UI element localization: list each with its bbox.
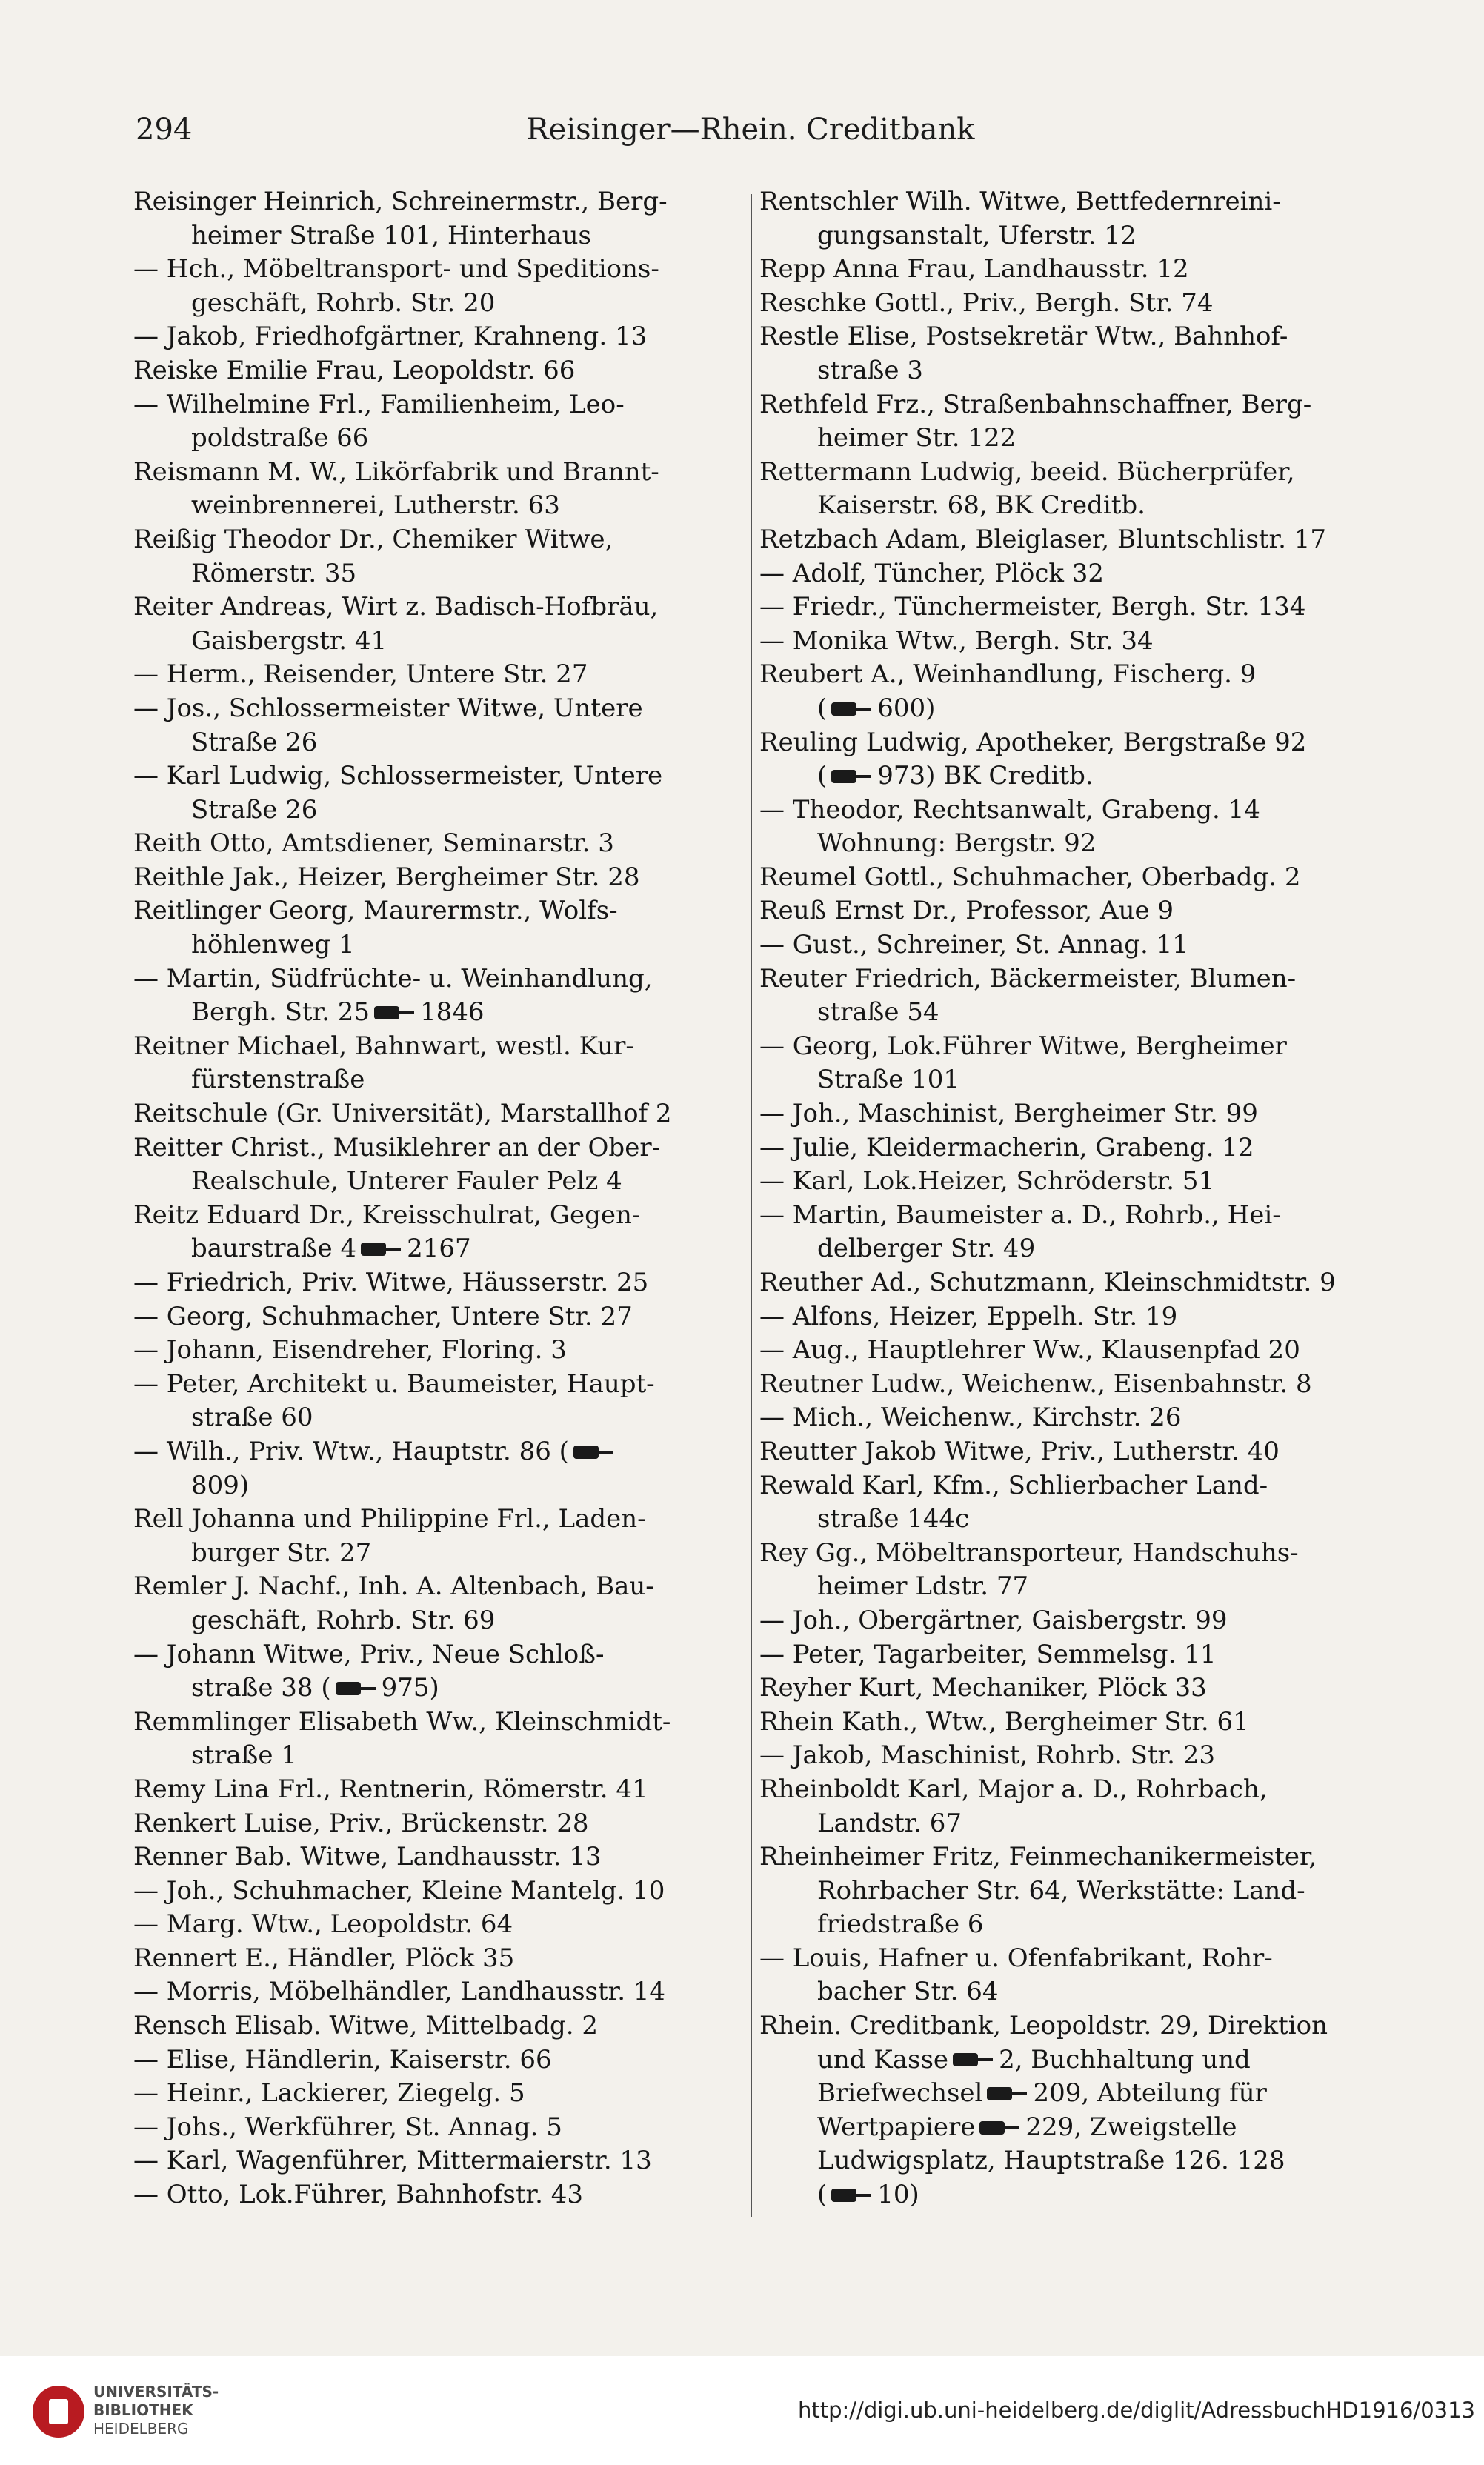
- entry-text: — Marg. Wtw., Leopoldstr. 64: [133, 1909, 513, 1940]
- directory-line: [133, 354, 741, 388]
- entry-text: Rheinboldt Karl, Major a. D., Rohrbach,: [759, 1774, 1268, 1804]
- directory-line: [759, 1131, 1367, 1165]
- directory-line: [759, 2111, 1367, 2145]
- directory-line: [759, 2077, 1367, 2111]
- directory-line: [759, 1570, 1367, 1604]
- entry-text: Rethfeld Frz., Straßenbahnschaffner, Berg-: [759, 389, 1312, 419]
- directory-line: [759, 1671, 1367, 1706]
- directory-line: [759, 2144, 1367, 2178]
- page-header: [136, 102, 1365, 154]
- entry-text: heimer Ldstr. 77: [817, 1571, 1029, 1602]
- directory-line: [133, 287, 741, 321]
- directory-line: [133, 658, 741, 692]
- directory-line: [759, 894, 1367, 928]
- entry-text: Reutner Ludw., Weichenw., Eisenbahnstr. 8: [759, 1368, 1312, 1399]
- entry-text: Rheinheimer Fritz, Feinmechanikermeister,: [759, 1842, 1317, 1872]
- directory-line: [133, 1942, 741, 1976]
- directory-line: [133, 692, 741, 726]
- entry-text: Rewald Karl, Kfm., Schlierbacher Land-: [759, 1470, 1268, 1500]
- entry-text: burger Str. 27: [191, 1537, 372, 1568]
- entry-text: heimer Str. 122: [817, 423, 1016, 453]
- entry-text: Rettermann Ludwig, beeid. Bücherprüfer,: [759, 456, 1295, 487]
- directory-line: [133, 1469, 741, 1503]
- entry-text-after-icon: 209, Abteilung für: [1033, 2078, 1267, 2109]
- directory-line: [133, 422, 741, 456]
- directory-line: [759, 489, 1367, 523]
- library-name-line: HEIDELBERG: [93, 2420, 189, 2438]
- directory-line: [759, 1503, 1367, 1537]
- directory-line: [133, 1908, 741, 1942]
- directory-line: [133, 489, 741, 523]
- directory-line: [759, 1334, 1367, 1368]
- directory-line: [133, 185, 741, 219]
- entry-text: geschäft, Rohrb. Str. 69: [191, 1605, 496, 1635]
- directory-line: [133, 1232, 741, 1266]
- running-head: Reisinger—Rhein. Creditbank: [526, 113, 975, 147]
- entry-text: Rennert E., Händler, Plöck 35: [133, 1943, 515, 1973]
- directory-line: [133, 625, 741, 659]
- entry-text: — Alfons, Heizer, Eppelh. Str. 19: [759, 1301, 1178, 1331]
- entry-text: — Peter, Tagarbeiter, Semmelsg. 11: [759, 1639, 1217, 1669]
- entry-text-after-icon: 2, Buchhaltung und: [999, 2044, 1251, 2075]
- directory-line: [133, 1807, 741, 1841]
- entry-text: Remy Lina Frl., Rentnerin, Römerstr. 41: [133, 1774, 648, 1804]
- directory-line: [133, 726, 741, 760]
- directory-line: [133, 1368, 741, 1402]
- entry-text-after-icon: 229, Zweigstelle: [1025, 2112, 1237, 2142]
- entry-text: Reutter Jakob Witwe, Priv., Lutherstr. 40: [759, 1436, 1280, 1466]
- entry-text-after-icon: 1846: [420, 997, 485, 1028]
- entry-text: — Heinr., Lackierer, Ziegelg. 5: [133, 2078, 525, 2109]
- entry-text-after-icon: 600): [877, 693, 936, 723]
- entry-text: Wohnung: Bergstr. 92: [817, 828, 1097, 859]
- directory-line: [133, 1334, 741, 1368]
- directory-line: [759, 1604, 1367, 1638]
- directory-line: [759, 1807, 1367, 1841]
- entry-text: — Wilhelmine Frl., Familienheim, Leo-: [133, 389, 625, 419]
- directory-line: [133, 1604, 741, 1638]
- directory-line: [759, 1232, 1367, 1266]
- directory-line: [133, 1199, 741, 1233]
- entry-text: Straße 26: [191, 727, 318, 757]
- entry-text: Gaisbergstr. 41: [191, 625, 387, 656]
- directory-line: [133, 253, 741, 287]
- directory-line: [759, 2043, 1367, 2078]
- directory-line: [133, 1063, 741, 1097]
- directory-line: [759, 1097, 1367, 1131]
- directory-line: [759, 928, 1367, 962]
- entry-text: Rensch Elisab. Witwe, Mittelbadg. 2: [133, 2011, 599, 2041]
- entry-text: straße 144c: [817, 1504, 970, 1534]
- directory-line: [759, 962, 1367, 997]
- telephone-icon: [831, 770, 873, 783]
- directory-line: [759, 1638, 1367, 1672]
- entry-text: bacher Str. 64: [817, 1977, 999, 2007]
- entry-text: delberger Str. 49: [817, 1234, 1036, 1264]
- directory-line: [759, 1435, 1367, 1469]
- entry-text: — Karl Ludwig, Schlossermeister, Untere: [133, 761, 663, 791]
- entry-text: — Julie, Kleidermacherin, Grabeng. 12: [759, 1132, 1254, 1162]
- entry-text: — Joh., Obergärtner, Gaisbergstr. 99: [759, 1605, 1228, 1635]
- directory-line: [133, 1671, 741, 1706]
- directory-line: [759, 1469, 1367, 1503]
- column-divider: [751, 194, 752, 2217]
- entry-text: und Kasse: [817, 2044, 949, 2075]
- entry-text: Reithle Jak., Heizer, Bergheimer Str. 28: [133, 862, 640, 892]
- entry-text: straße 54: [817, 997, 939, 1028]
- entry-text: Remler J. Nachf., Inh. A. Altenbach, Bau-: [133, 1571, 654, 1602]
- entry-text: (: [817, 693, 828, 723]
- entry-text: Reitter Christ., Musiklehrer an der Ober-: [133, 1132, 661, 1162]
- entry-text: Retzbach Adam, Bleiglaser, Bluntschlistr. 17: [759, 524, 1326, 554]
- directory-line: [759, 625, 1367, 659]
- entry-text: — Herm., Reisender, Untere Str. 27: [133, 659, 588, 690]
- directory-line: [759, 185, 1367, 219]
- directory-line: [759, 1840, 1367, 1874]
- directory-line: [133, 523, 741, 557]
- directory-line: [133, 1874, 741, 1909]
- entry-text: Reuther Ad., Schutzmann, Kleinschmidtstr. 9: [759, 1268, 1336, 1297]
- directory-line: [759, 1300, 1367, 1334]
- directory-line: [759, 1942, 1367, 1976]
- entry-text: Rohrbacher Str. 64, Werkstätte: Land-: [817, 1875, 1305, 1906]
- directory-line: [759, 1199, 1367, 1233]
- entry-text: — Jos., Schlossermeister Witwe, Untere: [133, 693, 643, 723]
- entry-text: Kaiserstr. 68, BK Creditb.: [817, 490, 1145, 521]
- directory-line: [759, 354, 1367, 388]
- directory-line: [759, 1401, 1367, 1435]
- directory-line: [759, 658, 1367, 692]
- directory-line: [133, 996, 741, 1030]
- directory-line: [133, 557, 741, 591]
- directory-line: [759, 320, 1367, 354]
- entry-text: Reyher Kurt, Mechaniker, Plöck 33: [759, 1673, 1207, 1703]
- directory-line: [133, 1739, 741, 1773]
- directory-line: [759, 1706, 1367, 1740]
- directory-line: [133, 456, 741, 490]
- entry-text-after-icon: 975): [381, 1673, 439, 1703]
- entry-text: Rhein. Creditbank, Leopoldstr. 29, Direktion: [759, 2011, 1328, 2041]
- directory-line: [759, 726, 1367, 760]
- directory-line: [133, 1165, 741, 1199]
- entry-text: straße 3: [817, 355, 923, 385]
- directory-line: [759, 1368, 1367, 1402]
- directory-line: [133, 1030, 741, 1064]
- directory-line: [133, 794, 741, 828]
- directory-line: [133, 1266, 741, 1300]
- entry-text: Reiter Andreas, Wirt z. Badisch-Hofbräu,: [133, 592, 659, 622]
- entry-text: Römerstr. 35: [191, 558, 357, 588]
- entry-text: gungsanstalt, Uferstr. 12: [817, 220, 1137, 250]
- entry-text: Reuß Ernst Dr., Professor, Aue 9: [759, 896, 1174, 926]
- directory-line: [759, 388, 1367, 422]
- entry-text: — Aug., Hauptlehrer Ww., Klausenpfad 20: [759, 1335, 1300, 1365]
- entry-text: Reuling Ludwig, Apotheker, Bergstraße 92: [759, 727, 1307, 757]
- entry-text: — Louis, Hafner u. Ofenfabrikant, Rohr-: [759, 1943, 1273, 1973]
- entry-text: straße 60: [191, 1403, 313, 1433]
- directory-line: [759, 861, 1367, 895]
- directory-line: [133, 928, 741, 962]
- entry-text: — Theodor, Rechtsanwalt, Grabeng. 14: [759, 794, 1260, 825]
- directory-line: [133, 2009, 741, 2043]
- entry-text: — Martin, Südfrüchte- u. Weinhandlung,: [133, 963, 653, 994]
- directory-line: [759, 456, 1367, 490]
- entry-text: Reubert A., Weinhandlung, Fischerg. 9: [759, 659, 1257, 690]
- telephone-icon: [831, 2189, 873, 2202]
- entry-text: Reismann M. W., Likörfabrik und Brannt-: [133, 456, 659, 487]
- entry-text: straße 38 (: [191, 1673, 331, 1703]
- entry-text: — Peter, Architekt u. Baumeister, Haupt-: [133, 1368, 655, 1399]
- directory-line: [759, 1030, 1367, 1064]
- directory-line: [133, 1503, 741, 1537]
- directory-line: [133, 591, 741, 625]
- entry-text: — Friedr., Tünchermeister, Bergh. Str. 134: [759, 592, 1306, 622]
- entry-text: Realschule, Unterer Fauler Pelz 4: [191, 1166, 622, 1197]
- entry-text: 809): [191, 1470, 250, 1500]
- entry-text: — Elise, Händlerin, Kaiserstr. 66: [133, 2044, 552, 2075]
- directory-line: [133, 1435, 741, 1469]
- entry-text: Wertpapiere: [817, 2112, 976, 2142]
- directory-line: [133, 1131, 741, 1165]
- directory-line: [133, 1638, 741, 1672]
- entry-text: — Wilh., Priv. Wtw., Hauptstr. 86 (: [133, 1436, 569, 1466]
- entry-text: höhlenweg 1: [191, 930, 355, 960]
- directory-line: [759, 287, 1367, 321]
- directory-line: [133, 2111, 741, 2145]
- entry-text: — Johann, Eisendreher, Floring. 3: [133, 1335, 567, 1365]
- entry-text: Renner Bab. Witwe, Landhausstr. 13: [133, 1842, 602, 1872]
- entry-text: Landstr. 67: [817, 1808, 962, 1838]
- directory-line: [759, 1874, 1367, 1909]
- directory-line: [133, 827, 741, 861]
- directory-line: [133, 962, 741, 997]
- entry-text: — Otto, Lok.Führer, Bahnhofstr. 43: [133, 2180, 583, 2210]
- directory-line: [759, 692, 1367, 726]
- directory-line: [133, 1401, 741, 1435]
- library-name: [93, 2383, 219, 2438]
- entry-text: Repp Anna Frau, Landhausstr. 12: [759, 254, 1189, 285]
- directory-line: [759, 1537, 1367, 1571]
- entry-text-after-icon: 2167: [407, 1234, 471, 1264]
- directory-line: [133, 861, 741, 895]
- entry-text: Renkert Luise, Priv., Brückenstr. 28: [133, 1808, 589, 1838]
- entry-text: — Gust., Schreiner, St. Annag. 11: [759, 930, 1188, 960]
- entry-text: Briefwechsel: [817, 2078, 983, 2109]
- entry-text: poldstraße 66: [191, 423, 369, 453]
- directory-line: [759, 1739, 1367, 1773]
- entry-text: — Hch., Möbeltransport- und Speditions-: [133, 254, 659, 285]
- directory-line: [133, 1706, 741, 1740]
- entry-text-after-icon: 10): [877, 2180, 919, 2210]
- library-name-line: UNIVERSITÄTS-: [93, 2383, 219, 2401]
- entry-text: — Martin, Baumeister a. D., Rohrb., Hei-: [759, 1200, 1281, 1230]
- telephone-icon: [361, 1243, 402, 1256]
- directory-line: [759, 1773, 1367, 1807]
- directory-line: [133, 388, 741, 422]
- directory-line: [133, 2178, 741, 2212]
- entry-text: Reumel Gottl., Schuhmacher, Oberbadg. 2: [759, 862, 1301, 892]
- entry-text: friedstraße 6: [817, 1909, 984, 1940]
- entry-text: — Karl, Lok.Heizer, Schröderstr. 51: [759, 1166, 1215, 1197]
- entry-text: Reitz Eduard Dr., Kreisschulrat, Gegen-: [133, 1200, 641, 1230]
- directory-line: [759, 1063, 1367, 1097]
- entry-text: Rhein Kath., Wtw., Bergheimer Str. 61: [759, 1706, 1249, 1737]
- telephone-icon: [953, 2053, 994, 2066]
- entry-text: Reitlinger Georg, Maurermstr., Wolfs-: [133, 896, 618, 926]
- entry-text: — Morris, Möbelhändler, Landhausstr. 14: [133, 1977, 666, 2007]
- entry-text: baurstraße 4: [191, 1234, 357, 1264]
- entry-text: — Joh., Maschinist, Bergheimer Str. 99: [759, 1099, 1258, 1129]
- directory-column-left: [133, 185, 741, 2212]
- entry-text: (: [817, 2180, 828, 2210]
- entry-text: weinbrennerei, Lutherstr. 63: [191, 490, 560, 521]
- directory-line: [759, 219, 1367, 253]
- telephone-icon: [336, 1682, 377, 1695]
- directory-line: [759, 2178, 1367, 2212]
- page-number: 294: [136, 113, 193, 147]
- entry-text: — Mich., Weichenw., Kirchstr. 26: [759, 1403, 1182, 1433]
- entry-text: — Jakob, Maschinist, Rohrb. Str. 23: [759, 1740, 1215, 1771]
- library-seal-icon: [33, 2386, 84, 2438]
- directory-line: [759, 827, 1367, 861]
- entry-text: — Georg, Lok.Führer Witwe, Bergheimer: [759, 1031, 1287, 1061]
- directory-line: [133, 1097, 741, 1131]
- directory-line: [759, 1975, 1367, 2009]
- entry-text: — Karl, Wagenführer, Mittermaierstr. 13: [133, 2146, 652, 2176]
- entry-text: — Johs., Werkführer, St. Annag. 5: [133, 2112, 562, 2142]
- library-name-line: BIBLIOTHEK: [93, 2401, 193, 2419]
- entry-text: Reith Otto, Amtsdiener, Seminarstr. 3: [133, 828, 614, 859]
- entry-text: Reitschule (Gr. Universität), Marstallhof 2: [133, 1099, 672, 1129]
- entry-text: geschäft, Rohrb. Str. 20: [191, 287, 496, 318]
- entry-text: straße 1: [191, 1740, 297, 1771]
- directory-line: [759, 523, 1367, 557]
- directory-line: [759, 253, 1367, 287]
- telephone-icon: [573, 1446, 615, 1459]
- entry-text: fürstenstraße: [191, 1065, 365, 1095]
- directory-column-right: [759, 185, 1367, 2212]
- entry-text: — Georg, Schuhmacher, Untere Str. 27: [133, 1301, 633, 1331]
- entry-text: Reiske Emilie Frau, Leopoldstr. 66: [133, 355, 576, 385]
- entry-text: Remmlinger Elisabeth Ww., Kleinschmidt-: [133, 1706, 671, 1737]
- directory-line: [759, 422, 1367, 456]
- entry-text: — Adolf, Tüncher, Plöck 32: [759, 558, 1105, 588]
- directory-line: [133, 320, 741, 354]
- directory-line: [133, 2077, 741, 2111]
- entry-text: Rentschler Wilh. Witwe, Bettfedernreini-: [759, 187, 1281, 216]
- directory-line: [759, 794, 1367, 828]
- directory-line: [133, 759, 741, 794]
- entry-text: — Friedrich, Priv. Witwe, Häusserstr. 25: [133, 1268, 649, 1297]
- directory-line: [133, 219, 741, 253]
- directory-line: [133, 1840, 741, 1874]
- viewer-footer: [0, 2356, 1484, 2465]
- entry-text: — Joh., Schuhmacher, Kleine Mantelg. 10: [133, 1875, 665, 1906]
- entry-text: Bergh. Str. 25: [191, 997, 370, 1028]
- entry-text: Straße 26: [191, 794, 318, 825]
- entry-text: Rey Gg., Möbeltransporteur, Handschuhs-: [759, 1537, 1299, 1568]
- telephone-icon: [831, 702, 873, 716]
- directory-line: [133, 1300, 741, 1334]
- directory-line: [133, 1570, 741, 1604]
- entry-text: Ludwigsplatz, Hauptstraße 126. 128: [817, 2146, 1285, 2176]
- telephone-icon: [979, 2121, 1021, 2135]
- entry-text: Rell Johanna und Philippine Frl., Laden-: [133, 1504, 646, 1534]
- directory-line: [759, 1908, 1367, 1942]
- directory-line: [759, 1165, 1367, 1199]
- entry-text: Straße 101: [817, 1065, 960, 1095]
- entry-text: Restle Elise, Postsekretär Wtw., Bahnhof-: [759, 322, 1288, 352]
- directory-line: [133, 1537, 741, 1571]
- source-url-link[interactable]: http://digi.ub.uni-heidelberg.de/diglit/AdressbuchHD1916/0313: [797, 2398, 1475, 2423]
- directory-line: [759, 591, 1367, 625]
- entry-text: Reisinger Heinrich, Schreinermstr., Berg-: [133, 187, 668, 216]
- entry-text: Reschke Gottl., Priv., Bergh. Str. 74: [759, 287, 1214, 318]
- entry-text: — Monika Wtw., Bergh. Str. 34: [759, 625, 1154, 656]
- directory-line: [759, 1266, 1367, 1300]
- entry-text-after-icon: 973) BK Creditb.: [877, 761, 1094, 791]
- entry-text: — Johann Witwe, Priv., Neue Schloß-: [133, 1639, 605, 1669]
- directory-line: [759, 2009, 1367, 2043]
- directory-line: [759, 759, 1367, 794]
- entry-text: — Jakob, Friedhofgärtner, Krahneng. 13: [133, 322, 648, 352]
- entry-text: Reuter Friedrich, Bäckermeister, Blumen-: [759, 963, 1297, 994]
- directory-line: [133, 1975, 741, 2009]
- entry-text: heimer Straße 101, Hinterhaus: [191, 220, 591, 250]
- entry-text: (: [817, 761, 828, 791]
- directory-line: [759, 996, 1367, 1030]
- directory-line: [759, 557, 1367, 591]
- directory-line: [133, 1773, 741, 1807]
- entry-text: Reißig Theodor Dr., Chemiker Witwe,: [133, 524, 613, 554]
- directory-line: [133, 2144, 741, 2178]
- entry-text: Reitner Michael, Bahnwart, westl. Kur-: [133, 1031, 634, 1061]
- telephone-icon: [374, 1006, 416, 1019]
- directory-line: [133, 894, 741, 928]
- telephone-icon: [987, 2087, 1028, 2100]
- directory-line: [133, 2043, 741, 2078]
